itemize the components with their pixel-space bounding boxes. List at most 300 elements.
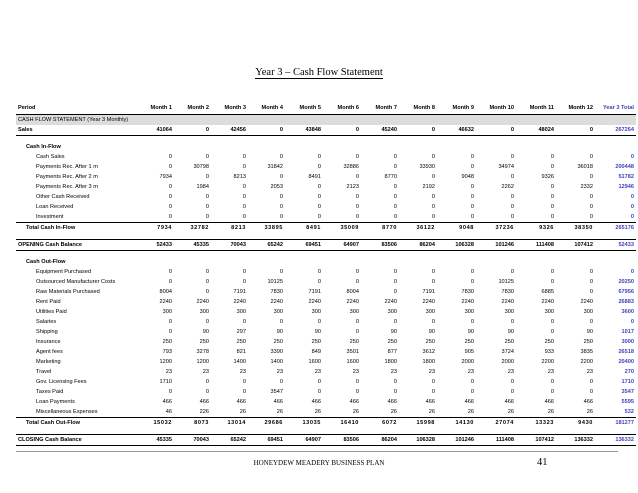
- month-value-cell: [137, 142, 174, 152]
- month-value-cell: [285, 257, 323, 267]
- month-value-cell: [556, 142, 595, 152]
- month-value-cell: 65242: [248, 240, 285, 251]
- month-value-cell: 0: [242, 319, 246, 325]
- month-value-cell: 1200: [159, 359, 172, 365]
- month-value-cell: 0: [279, 214, 283, 220]
- month-value-cell: 8004: [346, 289, 359, 295]
- table-row: [16, 192, 636, 202]
- row-label: Cash In-Flow: [26, 144, 61, 150]
- month-value-cell: [476, 142, 516, 152]
- month-value-cell: 0: [205, 194, 209, 200]
- month-value-cell: 0: [168, 204, 172, 210]
- month-value-cell: 23: [586, 369, 593, 375]
- month-value-cell: 250: [387, 339, 397, 345]
- month-value-cell: 86204: [361, 435, 399, 446]
- table-header-row: [16, 86, 636, 115]
- month-value-cell: [137, 257, 174, 267]
- month-value-cell: 0: [589, 389, 593, 395]
- section-label: CASH FLOW STATEMENT (Year 3 Monthly): [16, 115, 636, 126]
- column-header: Month 12: [568, 105, 593, 111]
- month-value-cell: 466: [236, 399, 246, 405]
- month-value-cell: 2240: [541, 299, 554, 305]
- balance-row: [16, 435, 636, 446]
- month-value-cell: 1400: [270, 359, 283, 365]
- month-value-cell: 2240: [159, 299, 172, 305]
- cash-flow-table: [16, 86, 636, 446]
- month-value-cell: 0: [355, 379, 359, 385]
- table-body: [16, 115, 636, 446]
- month-value-cell: 0: [317, 194, 321, 200]
- table-row: [16, 277, 636, 287]
- month-value-cell: 0: [393, 154, 397, 160]
- month-value-cell: 0: [431, 269, 435, 275]
- month-value-cell: 0: [279, 194, 283, 200]
- month-value-cell: 1984: [196, 184, 209, 190]
- month-value-cell: 26: [547, 409, 554, 415]
- month-value-cell: 821: [236, 349, 246, 355]
- month-value-cell: 64907: [285, 435, 323, 446]
- month-value-cell: 0: [168, 184, 172, 190]
- month-value-cell: 0: [242, 279, 246, 285]
- month-value-cell: 0: [279, 154, 283, 160]
- month-value-cell: 0: [355, 279, 359, 285]
- month-value-cell: 7934: [159, 174, 172, 180]
- month-value-cell: 2053: [270, 184, 283, 190]
- month-value-cell: 466: [583, 399, 593, 405]
- year-total-cell: 532: [624, 409, 634, 415]
- table-row: [16, 287, 636, 297]
- month-value-cell: 2200: [580, 359, 593, 365]
- month-value-cell: 0: [431, 379, 435, 385]
- month-value-cell: 793: [162, 349, 172, 355]
- month-value-cell: 2200: [541, 359, 554, 365]
- month-value-cell: 2240: [384, 299, 397, 305]
- month-value-cell: 26: [390, 409, 397, 415]
- month-value-cell: 3501: [346, 349, 359, 355]
- month-value-cell: 0: [317, 214, 321, 220]
- month-value-cell: 32886: [343, 164, 359, 170]
- column-header-period: Period: [18, 105, 36, 111]
- month-value-cell: 0: [242, 154, 246, 160]
- row-label: Other Cash Received: [36, 194, 90, 200]
- table-row: [16, 327, 636, 337]
- row-label: Outsourced Manufacturer Costs: [36, 279, 116, 285]
- month-value-cell: 90: [467, 329, 474, 335]
- table-row: [16, 317, 636, 327]
- month-value-cell: 45335: [137, 435, 174, 446]
- column-header: Month 8: [413, 105, 435, 111]
- month-value-cell: 0: [205, 289, 209, 295]
- month-value-cell: 6072: [361, 418, 399, 429]
- table-row: [16, 152, 636, 162]
- year-total-cell: 0: [630, 269, 634, 275]
- month-value-cell: 26: [239, 409, 246, 415]
- column-header: Month 1: [150, 105, 172, 111]
- table-row: [16, 377, 636, 387]
- month-value-cell: 101246: [476, 240, 516, 251]
- month-value-cell: 0: [168, 269, 172, 275]
- month-value-cell: 8491: [285, 223, 323, 234]
- month-value-cell: 90: [390, 329, 397, 335]
- month-value-cell: 0: [248, 125, 285, 136]
- month-value-cell: 3278: [196, 349, 209, 355]
- month-value-cell: 2240: [270, 299, 283, 305]
- month-value-cell: 0: [393, 389, 397, 395]
- month-value-cell: 69451: [248, 435, 285, 446]
- month-value-cell: 0: [550, 379, 554, 385]
- month-value-cell: 23: [467, 369, 474, 375]
- month-value-cell: 26: [314, 409, 321, 415]
- table-row: [16, 387, 636, 397]
- month-value-cell: 300: [236, 309, 246, 315]
- month-value-cell: 8770: [384, 174, 397, 180]
- row-label: Loan Received: [36, 204, 74, 210]
- month-value-cell: 0: [470, 279, 474, 285]
- month-value-cell: 0: [393, 319, 397, 325]
- year-total-cell: 181277: [595, 418, 636, 429]
- total-row: [16, 418, 636, 429]
- month-value-cell: 0: [242, 204, 246, 210]
- month-value-cell: 7191: [308, 289, 321, 295]
- row-label: Loan Payments: [36, 399, 75, 405]
- year-total-cell: 26518: [618, 349, 634, 355]
- month-value-cell: 0: [242, 379, 246, 385]
- month-value-cell: 300: [199, 309, 209, 315]
- footer-divider: [16, 451, 618, 452]
- month-value-cell: 23: [390, 369, 397, 375]
- row-label: Payments Rec. After 2 m: [36, 174, 98, 180]
- month-value-cell: 2240: [580, 299, 593, 305]
- month-value-cell: 0: [279, 319, 283, 325]
- year-total-cell: [595, 142, 636, 152]
- row-label: Insurance: [36, 339, 61, 345]
- month-value-cell: [399, 257, 437, 267]
- column-header: Month 10: [489, 105, 514, 111]
- table-row: [16, 202, 636, 212]
- month-value-cell: 0: [323, 125, 361, 136]
- group-heading-row: [16, 142, 636, 152]
- month-value-cell: 0: [550, 329, 554, 335]
- year-total-cell: 20250: [618, 279, 634, 285]
- month-value-cell: 0: [205, 379, 209, 385]
- month-value-cell: 33930: [419, 164, 435, 170]
- month-value-cell: 0: [168, 389, 172, 395]
- month-value-cell: 10125: [267, 279, 283, 285]
- month-value-cell: 90: [507, 329, 514, 335]
- month-value-cell: [174, 142, 211, 152]
- month-value-cell: 0: [393, 164, 397, 170]
- month-value-cell: 2240: [346, 299, 359, 305]
- month-value-cell: 26: [352, 409, 359, 415]
- row-label: Utilities Paid: [36, 309, 67, 315]
- month-value-cell: 2262: [501, 184, 514, 190]
- month-value-cell: 86204: [399, 240, 437, 251]
- year-total-cell: [595, 257, 636, 267]
- column-header: Month 9: [452, 105, 474, 111]
- month-value-cell: 7830: [461, 289, 474, 295]
- month-value-cell: 0: [174, 125, 211, 136]
- month-value-cell: 0: [589, 289, 593, 295]
- month-value-cell: 0: [317, 269, 321, 275]
- month-value-cell: 42456: [211, 125, 248, 136]
- month-value-cell: 23: [165, 369, 172, 375]
- month-value-cell: 1710: [159, 379, 172, 385]
- month-value-cell: 0: [550, 389, 554, 395]
- month-value-cell: 0: [205, 214, 209, 220]
- month-value-cell: 0: [317, 164, 321, 170]
- month-value-cell: 15998: [399, 418, 437, 429]
- month-value-cell: 0: [317, 319, 321, 325]
- month-value-cell: 0: [355, 269, 359, 275]
- month-value-cell: 15032: [137, 418, 174, 429]
- column-header: Month 11: [529, 105, 554, 111]
- month-value-cell: 466: [311, 399, 321, 405]
- month-value-cell: 0: [355, 154, 359, 160]
- row-label: Shipping: [36, 329, 58, 335]
- month-value-cell: 69451: [285, 240, 323, 251]
- month-value-cell: 0: [589, 204, 593, 210]
- table-row: [16, 367, 636, 377]
- month-value-cell: 0: [393, 194, 397, 200]
- month-value-cell: 7830: [270, 289, 283, 295]
- month-value-cell: 933: [544, 349, 554, 355]
- month-value-cell: 0: [393, 379, 397, 385]
- month-value-cell: 0: [168, 164, 172, 170]
- month-value-cell: 0: [355, 204, 359, 210]
- month-value-cell: 26: [507, 409, 514, 415]
- month-value-cell: 300: [387, 309, 397, 315]
- month-value-cell: 70043: [211, 240, 248, 251]
- month-value-cell: 107412: [556, 240, 595, 251]
- month-value-cell: 0: [589, 154, 593, 160]
- month-value-cell: [516, 142, 556, 152]
- month-value-cell: 0: [393, 204, 397, 210]
- month-value-cell: 45240: [361, 125, 399, 136]
- month-value-cell: 3835: [580, 349, 593, 355]
- month-value-cell: 90: [202, 329, 209, 335]
- month-value-cell: 0: [470, 319, 474, 325]
- table-row: [16, 297, 636, 307]
- month-value-cell: 0: [550, 184, 554, 190]
- month-value-cell: 23: [428, 369, 435, 375]
- total-row: [16, 223, 636, 234]
- year-total-cell: 0: [630, 319, 634, 325]
- month-value-cell: 250: [504, 339, 514, 345]
- month-value-cell: 0: [205, 174, 209, 180]
- month-value-cell: 9326: [541, 174, 554, 180]
- month-value-cell: 0: [431, 389, 435, 395]
- month-value-cell: 0: [510, 174, 514, 180]
- month-value-cell: 0: [510, 269, 514, 275]
- month-value-cell: 0: [399, 125, 437, 136]
- month-value-cell: 0: [355, 194, 359, 200]
- month-value-cell: 90: [276, 329, 283, 335]
- month-value-cell: 0: [242, 269, 246, 275]
- month-value-cell: 0: [470, 269, 474, 275]
- column-header: Month 2: [187, 105, 209, 111]
- month-value-cell: 0: [470, 204, 474, 210]
- month-value-cell: 9326: [516, 223, 556, 234]
- month-value-cell: 9048: [437, 223, 476, 234]
- month-value-cell: 0: [205, 269, 209, 275]
- month-value-cell: 0: [317, 184, 321, 190]
- month-value-cell: 300: [583, 309, 593, 315]
- month-value-cell: 16410: [323, 418, 361, 429]
- month-value-cell: [437, 257, 476, 267]
- row-label: Marketing: [36, 359, 61, 365]
- month-value-cell: 0: [317, 379, 321, 385]
- row-label: Miscellaneous Expenses: [36, 409, 98, 415]
- month-value-cell: 1400: [233, 359, 246, 365]
- month-value-cell: 36122: [399, 223, 437, 234]
- month-value-cell: 0: [317, 204, 321, 210]
- month-value-cell: 23: [352, 369, 359, 375]
- month-value-cell: 52433: [137, 240, 174, 251]
- month-value-cell: 0: [393, 214, 397, 220]
- month-value-cell: [174, 257, 211, 267]
- month-value-cell: 43848: [285, 125, 323, 136]
- row-label: Total Cash Out-Flow: [16, 418, 137, 429]
- month-value-cell: 466: [162, 399, 172, 405]
- month-value-cell: 0: [550, 194, 554, 200]
- row-label: OPENING Cash Balance: [16, 240, 137, 251]
- month-value-cell: 0: [393, 269, 397, 275]
- month-value-cell: 8213: [211, 223, 248, 234]
- month-value-cell: 0: [470, 214, 474, 220]
- column-header: Month 5: [299, 105, 321, 111]
- month-value-cell: 0: [550, 204, 554, 210]
- month-value-cell: 0: [355, 329, 359, 335]
- month-value-cell: 3390: [270, 349, 283, 355]
- month-value-cell: 0: [550, 214, 554, 220]
- month-value-cell: 2240: [461, 299, 474, 305]
- month-value-cell: 106328: [437, 240, 476, 251]
- month-value-cell: 27074: [476, 418, 516, 429]
- year-total-cell: 265176: [595, 223, 636, 234]
- month-value-cell: 45335: [174, 240, 211, 251]
- month-value-cell: 2123: [346, 184, 359, 190]
- month-value-cell: 0: [431, 214, 435, 220]
- month-value-cell: [399, 142, 437, 152]
- table-row: [16, 267, 636, 277]
- table-row: [16, 212, 636, 223]
- month-value-cell: 1800: [422, 359, 435, 365]
- month-value-cell: 250: [162, 339, 172, 345]
- row-label: Investment: [36, 214, 64, 220]
- month-value-cell: 300: [349, 309, 359, 315]
- month-value-cell: 2240: [196, 299, 209, 305]
- month-value-cell: 26: [467, 409, 474, 415]
- month-value-cell: 0: [476, 125, 516, 136]
- year-total-cell: 67956: [618, 289, 634, 295]
- month-value-cell: 7934: [137, 223, 174, 234]
- month-value-cell: 26: [276, 409, 283, 415]
- month-value-cell: 26: [428, 409, 435, 415]
- month-value-cell: 250: [544, 339, 554, 345]
- month-value-cell: 8213: [233, 174, 246, 180]
- row-label: Salaries: [36, 319, 57, 325]
- month-value-cell: 0: [589, 174, 593, 180]
- row-label: Cash Out-Flow: [26, 259, 66, 265]
- table-row: [16, 407, 636, 418]
- year-total-cell: 136332: [595, 435, 636, 446]
- month-value-cell: 111408: [476, 435, 516, 446]
- month-value-cell: 2000: [461, 359, 474, 365]
- row-label: Raw Materials Purchased: [36, 289, 100, 295]
- month-value-cell: 101246: [437, 435, 476, 446]
- month-value-cell: 0: [550, 154, 554, 160]
- year-total-cell: 12946: [618, 184, 634, 190]
- month-value-cell: 0: [510, 204, 514, 210]
- month-value-cell: 0: [393, 184, 397, 190]
- month-value-cell: 0: [355, 214, 359, 220]
- page-title-text: Year 3 – Cash Flow Statement: [255, 67, 383, 78]
- month-value-cell: 466: [199, 399, 209, 405]
- month-value-cell: [437, 142, 476, 152]
- section-row: [16, 115, 636, 126]
- month-value-cell: 1200: [196, 359, 209, 365]
- month-value-cell: 0: [205, 389, 209, 395]
- month-value-cell: 13323: [516, 418, 556, 429]
- table-row: [16, 307, 636, 317]
- year-total-cell: 3000: [621, 339, 634, 345]
- month-value-cell: 33895: [248, 223, 285, 234]
- month-value-cell: 70043: [174, 435, 211, 446]
- row-label: Rent Paid: [36, 299, 61, 305]
- month-value-cell: 0: [205, 154, 209, 160]
- month-value-cell: [361, 142, 399, 152]
- month-value-cell: 90: [428, 329, 435, 335]
- row-label: Agent fees: [36, 349, 63, 355]
- month-value-cell: 0: [589, 194, 593, 200]
- month-value-cell: 0: [279, 269, 283, 275]
- month-value-cell: 0: [510, 214, 514, 220]
- month-value-cell: 0: [556, 125, 595, 136]
- month-value-cell: 0: [205, 319, 209, 325]
- month-value-cell: 0: [470, 379, 474, 385]
- month-value-cell: 0: [470, 154, 474, 160]
- month-value-cell: 300: [311, 309, 321, 315]
- month-value-cell: 0: [589, 379, 593, 385]
- footer-text: HONEYDEW MEADERY BUSINESS PLAN: [253, 459, 385, 467]
- month-value-cell: 2240: [233, 299, 246, 305]
- month-value-cell: 9430: [556, 418, 595, 429]
- month-value-cell: 2332: [580, 184, 593, 190]
- month-value-cell: 2240: [501, 299, 514, 305]
- month-value-cell: 23: [507, 369, 514, 375]
- month-value-cell: 300: [544, 309, 554, 315]
- year-total-cell: 0: [630, 194, 634, 200]
- month-value-cell: 3547: [270, 389, 283, 395]
- month-value-cell: 300: [504, 309, 514, 315]
- year-total-cell: 0: [630, 204, 634, 210]
- month-value-cell: 1600: [346, 359, 359, 365]
- month-value-cell: 0: [242, 184, 246, 190]
- month-value-cell: 0: [279, 379, 283, 385]
- month-value-cell: 111408: [516, 240, 556, 251]
- month-value-cell: 0: [589, 269, 593, 275]
- month-value-cell: 0: [510, 379, 514, 385]
- month-value-cell: 7830: [501, 289, 514, 295]
- month-value-cell: 0: [550, 164, 554, 170]
- month-value-cell: 46: [165, 409, 172, 415]
- month-value-cell: 250: [583, 339, 593, 345]
- month-value-cell: [476, 257, 516, 267]
- month-value-cell: 466: [387, 399, 397, 405]
- month-value-cell: 0: [589, 214, 593, 220]
- month-value-cell: 0: [470, 164, 474, 170]
- row-label: Total Cash In-Flow: [16, 223, 137, 234]
